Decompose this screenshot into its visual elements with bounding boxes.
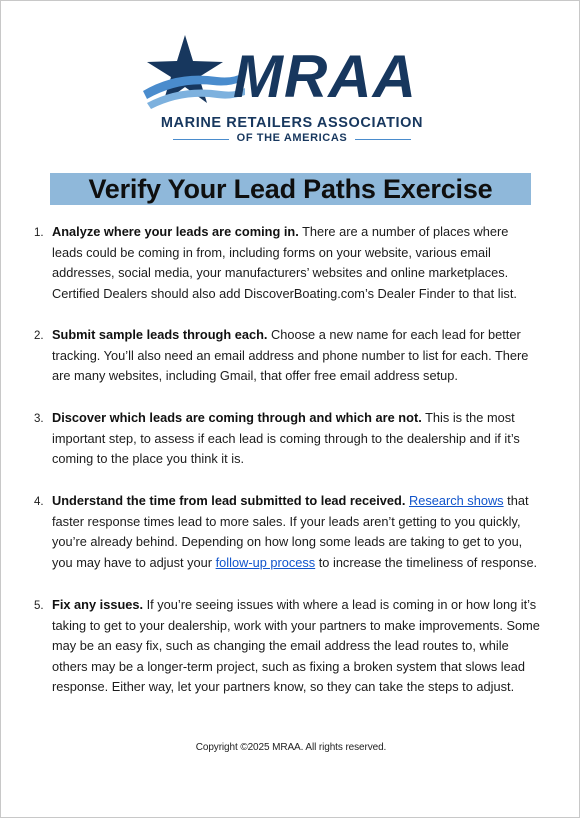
step-text: There are a number of places where leads could be coming in from, including forms on your website, various email addresses, social media, your manufacturers’ websites and online marketplaces. Certified Dealers should also add DiscoverBoating.com’s Dealer Finder to that list. (52, 224, 517, 301)
list-item-step-3 (34, 408, 542, 470)
step-heading: Discover which leads are coming through and which are not. (52, 410, 422, 425)
star-wave-logo-icon (137, 33, 247, 113)
logo-subtitle: OF THE AMERICAS (236, 132, 348, 144)
list-item-step-1 (34, 222, 542, 304)
mraa-logo (137, 33, 447, 148)
step-number: 4. (34, 496, 44, 508)
step-heading: Analyze where your leads are coming in. (52, 224, 299, 239)
logo-wordmark: MRAA (233, 43, 417, 110)
step-number: 1. (34, 227, 44, 239)
step-text-end: to increase the timeliness of response. (315, 554, 538, 570)
list-item-step-2 (34, 325, 542, 387)
copyright-footer: Copyright ©2025 MRAA. All rights reserved. (195, 742, 387, 753)
follow-up-process-link[interactable]: follow-up process (215, 554, 316, 570)
logo-association-name: MARINE RETAILERS ASSOCIATION (160, 115, 424, 131)
step-text: that faster response times lead to more sales. If your leads aren’t getting to you quickly, you’re already behind. Depending on how long some leads are taking to get to you, you may have to adjust your (52, 493, 529, 570)
step-heading: Fix any issues. (52, 597, 144, 612)
research-shows-link[interactable]: Research shows (408, 493, 504, 508)
page-title: Verify Your Lead Paths Exercise (50, 173, 531, 205)
step-text: Choose a new name for each lead for better tracking. You’ll also need an email address and phone number to list for each. There are many websites, including Gmail, that offer free email address setup. (52, 327, 529, 383)
step-number: 2. (34, 330, 44, 342)
step-text: If you’re seeing issues with where a lead is coming in or how long it’s taking to get to your dealership, work with your partners to make improvements. Some may be an easy fix, such as changing the email address the lead routes to, while others may be a longer-term project, such as fixing a broken system that slows lead response. Either way, let your partners know, so they can take the steps to adjust. (52, 597, 540, 694)
logo-divider-right (355, 139, 411, 140)
list-item-step-5 (34, 595, 542, 698)
step-heading: Submit sample leads through each. (52, 327, 268, 342)
step-number: 5. (34, 600, 44, 612)
step-text: This is the most important step, to assess if each lead is coming through to the dealership and if it’s coming to the place you think it is. (52, 410, 520, 466)
list-item-step-4 (34, 491, 542, 573)
step-number: 3. (34, 413, 44, 425)
step-heading: Understand the time from lead submitted to lead received. (52, 493, 406, 508)
